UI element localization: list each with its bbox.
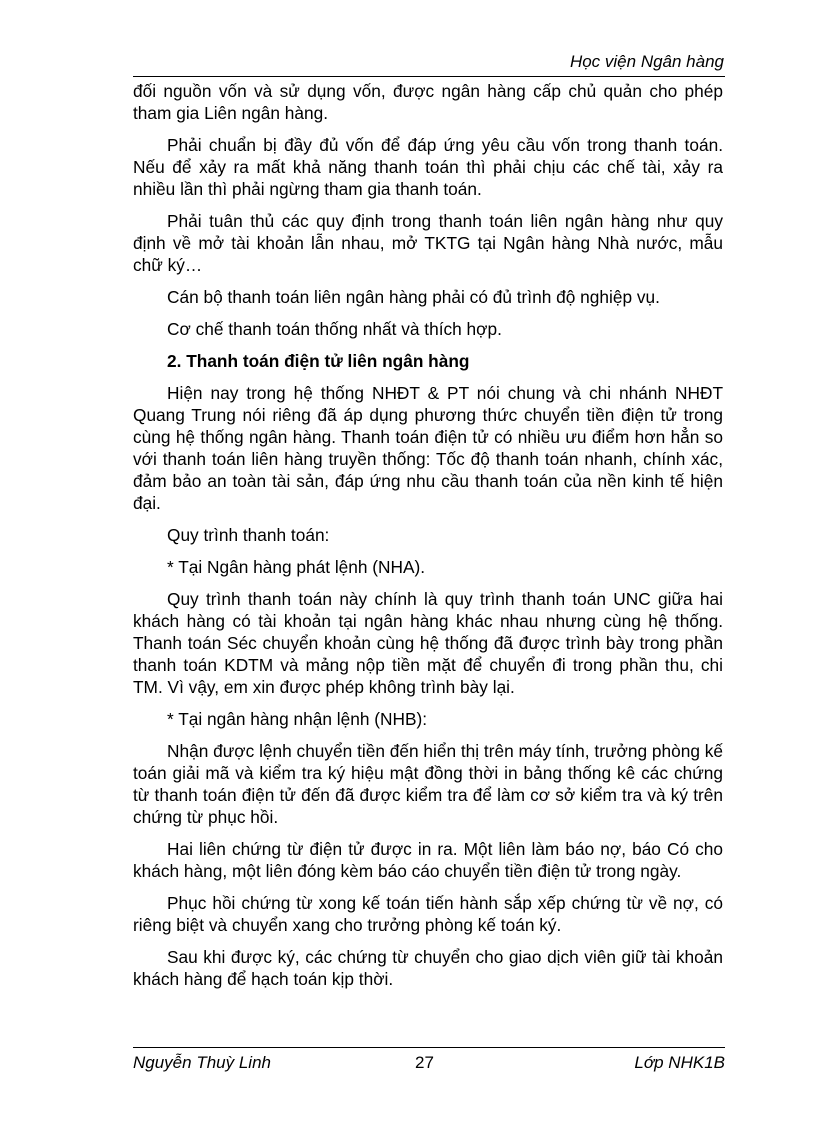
footer-divider <box>133 1047 725 1048</box>
paragraph-7: Quy trình thanh toán: <box>167 525 330 545</box>
paragraph-9: Quy trình thanh toán này chính là quy trình thanh toán UNC giữa hai khách hàng có tài khoản tại ngân hàng khác nhau nhưng cùng hệ thống. Thanh toán Séc chuyển khoản cùng hệ thống đã được trình bày trong phần thanh toán KDTM và mảng nộp tiền mặt để chuyển đi trong phần thu, chi TM. Vì vậy, em xin được phép không trình bày lại. <box>133 589 723 697</box>
paragraph-12: Hai liên chứng từ điện tử được in ra. Một liên làm báo nợ, báo Có cho khách hàng, một liên đóng kèm báo cáo chuyển tiền điện tử trong ngày. <box>133 839 723 881</box>
paragraph-4: Cán bộ thanh toán liên ngân hàng phải có đủ trình độ nghiệp vụ. <box>167 287 660 307</box>
paragraph-11: Nhận được lệnh chuyển tiền đến hiển thị trên máy tính, trưởng phòng kế toán giải mã và kiểm tra ký hiệu mật đồng thời in bảng thống kê các chứng từ thanh toán điện tử đến đã được kiểm tra để làm cơ sở kiểm tra và ký trên chứng từ phục hồi. <box>133 741 723 827</box>
paragraph-13: Phục hồi chứng từ xong kế toán tiến hành sắp xếp chứng từ về nợ, có riêng biệt và chuyển xang cho trưởng phòng kế toán ký. <box>133 893 723 935</box>
paragraph-14: Sau khi được ký, các chứng từ chuyển cho giao dịch viên giữ tài khoản khách hàng để hạch toán kịp thời. <box>133 947 723 989</box>
page-number: 27 <box>415 1053 434 1072</box>
footer-class: Lớp NHK1B <box>634 1053 725 1072</box>
paragraph-6: Hiện nay trong hệ thống NHĐT & PT nói chung và chi nhánh NHĐT Quang Trung nói riêng đã áp dụng phương thức chuyển tiền điện tử trong cùng hệ thống ngân hàng. Thanh toán điện tử có nhiều ưu điểm hơn hẳn so với thanh toán liên hàng truyền thống: Tốc độ thanh toán nhanh, chính xác, đảm bảo an toàn tài sản, đáp ứng nhu cầu thanh toán của nền kinh tế hiện đại. <box>133 383 723 513</box>
header-title: Học viện Ngân hàng <box>569 52 724 71</box>
header-divider <box>133 76 725 77</box>
footer-author: Nguyễn Thuỳ Linh <box>133 1053 271 1072</box>
paragraph-2: Phải chuẩn bị đầy đủ vốn để đáp ứng yêu cầu vốn trong thanh toán. Nếu để xảy ra mất khả năng thanh toán thì phải chịu các chế tài, xảy ra nhiều lần thì phải ngừng tham gia thanh toán. <box>133 135 723 199</box>
paragraph-3: Phải tuân thủ các quy định trong thanh toán liên ngân hàng như quy định về mở tài khoản lẫn nhau, mở TKTG tại Ngân hàng Nhà nước, mẫu chữ ký… <box>133 211 723 275</box>
document-body <box>133 80 723 1000</box>
paragraph-10: * Tại ngân hàng nhận lệnh (NHB): <box>167 709 428 729</box>
paragraph-1: đối nguồn vốn và sử dụng vốn, được ngân hàng cấp chủ quản cho phép tham gia Liên ngân hàng. <box>133 81 723 123</box>
section-heading: 2. Thanh toán điện tử liên ngân hàng <box>167 351 470 371</box>
paragraph-8: * Tại Ngân hàng phát lệnh (NHA). <box>167 557 426 577</box>
paragraph-5: Cơ chế thanh toán thống nhất và thích hợp. <box>167 319 502 339</box>
